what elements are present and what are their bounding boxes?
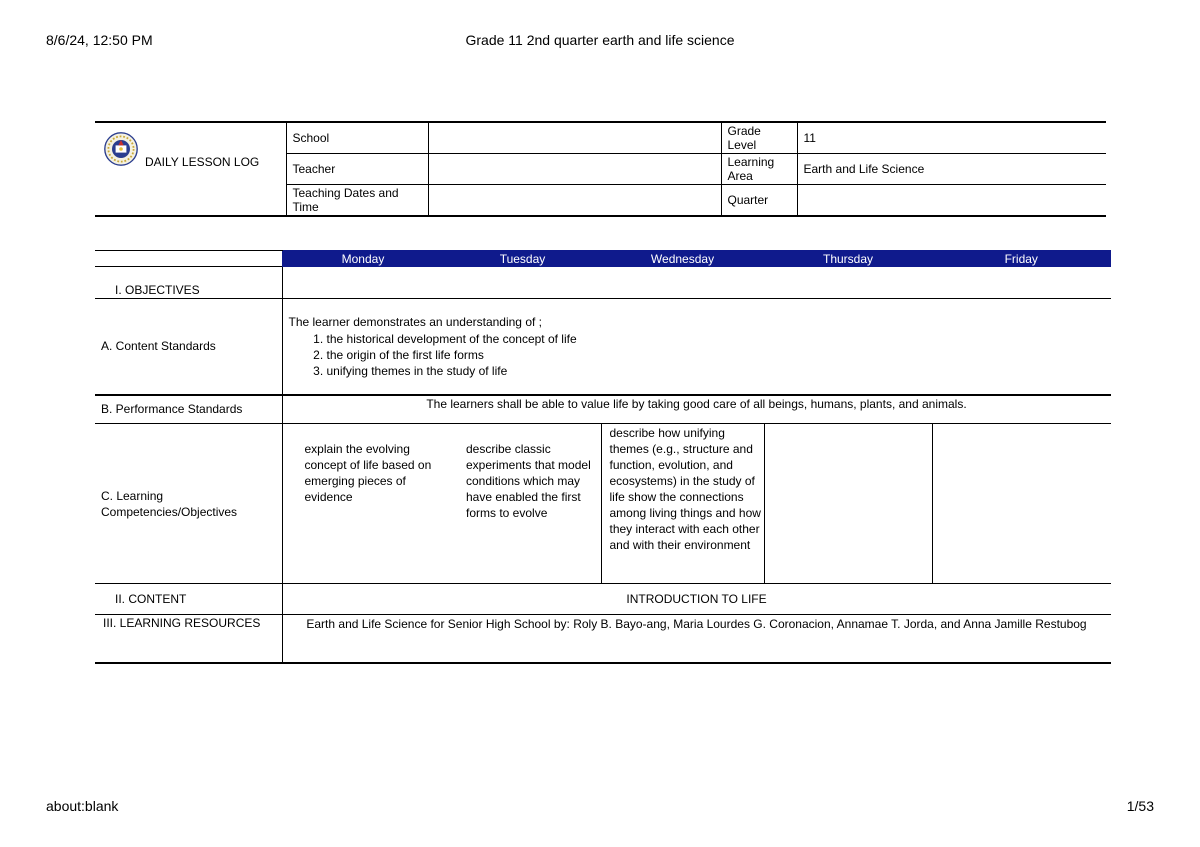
learning-area-label: Learning Area [721, 154, 797, 185]
content-label: II. CONTENT [95, 584, 282, 615]
competency-tuesday: describe classic experiments that model conditions which may have enabled the first forms to evolve [444, 424, 601, 584]
lesson-plan-table [95, 250, 1111, 664]
content-standards-value [282, 299, 1111, 395]
learning-area-value: Earth and Life Science [797, 154, 1106, 185]
performance-standards-label: B. Performance Standards [95, 395, 282, 424]
content-standards-list [289, 331, 1105, 379]
competency-monday: explain the evolving concept of life based on emerging pieces of evidence [282, 424, 444, 584]
day-friday: Friday [932, 251, 1111, 267]
print-title: Grade 11 2nd quarter earth and life science [465, 32, 735, 48]
teacher-label: Teacher [286, 154, 428, 185]
learning-competencies-row [95, 424, 1111, 584]
performance-standards-row [95, 395, 1111, 424]
day-tuesday: Tuesday [444, 251, 601, 267]
logo-cell [95, 122, 286, 216]
print-url: about:blank [46, 798, 119, 814]
day-monday: Monday [282, 251, 444, 267]
day-wednesday: Wednesday [601, 251, 764, 267]
content-standards-label: A. Content Standards [95, 299, 282, 395]
competency-thursday [764, 424, 932, 584]
lesson-header-table [95, 121, 1106, 217]
content-row [95, 584, 1111, 615]
teacher-value [428, 154, 721, 185]
day-header-blank [95, 251, 282, 267]
performance-standards-value: The learners shall be able to value life by taking good care of all beings, humans, plants, and animals. [282, 395, 1111, 424]
teaching-dates-label: Teaching Dates and Time [286, 185, 428, 217]
teaching-dates-value [428, 185, 721, 217]
day-thursday: Thursday [764, 251, 932, 267]
content-standards-row [95, 299, 1111, 395]
school-label: School [286, 122, 428, 154]
content-standard-item: 2. the origin of the first life forms [327, 347, 1105, 363]
content-standard-item: 3. unifying themes in the study of life [327, 363, 1105, 379]
learning-competencies-label: C. Learning Competencies/Objectives [95, 424, 282, 584]
objectives-label: I. OBJECTIVES [95, 267, 282, 299]
objectives-row [95, 267, 1111, 299]
print-date: 8/6/24, 12:50 PM [46, 32, 153, 48]
print-page-number: 1/53 [1126, 798, 1154, 814]
learning-resources-label: III. LEARNING RESOURCES [95, 615, 282, 663]
content-value: INTRODUCTION TO LIFE [282, 584, 1111, 615]
content-standard-item: 1. the historical development of the concept of life [327, 331, 1105, 347]
competency-friday [932, 424, 1111, 584]
competency-wednesday: describe how unifying themes (e.g., structure and function, evolution, and ecosystems) in the study of life show the connections among living things and how they interact with each other and with their environment [601, 424, 764, 584]
learning-resources-row [95, 615, 1111, 663]
grade-level-label: Grade Level [721, 122, 797, 154]
school-value [428, 122, 721, 154]
daily-lesson-log-label: DAILY LESSON LOG [145, 155, 260, 169]
day-header-row [95, 251, 1111, 267]
objectives-value [282, 267, 1111, 299]
grade-level-value: 11 [797, 122, 1106, 154]
deped-seal-icon [103, 131, 139, 167]
content-standards-intro: The learner demonstrates an understanding of ; [288, 315, 542, 329]
learning-resources-value: Earth and Life Science for Senior High School by: Roly B. Bayo-ang, Maria Lourdes G. Coronacion, Annamae T. Jorda, and Anna Jamille Restubog [282, 615, 1111, 663]
quarter-value [797, 185, 1106, 217]
quarter-label: Quarter [721, 185, 797, 217]
